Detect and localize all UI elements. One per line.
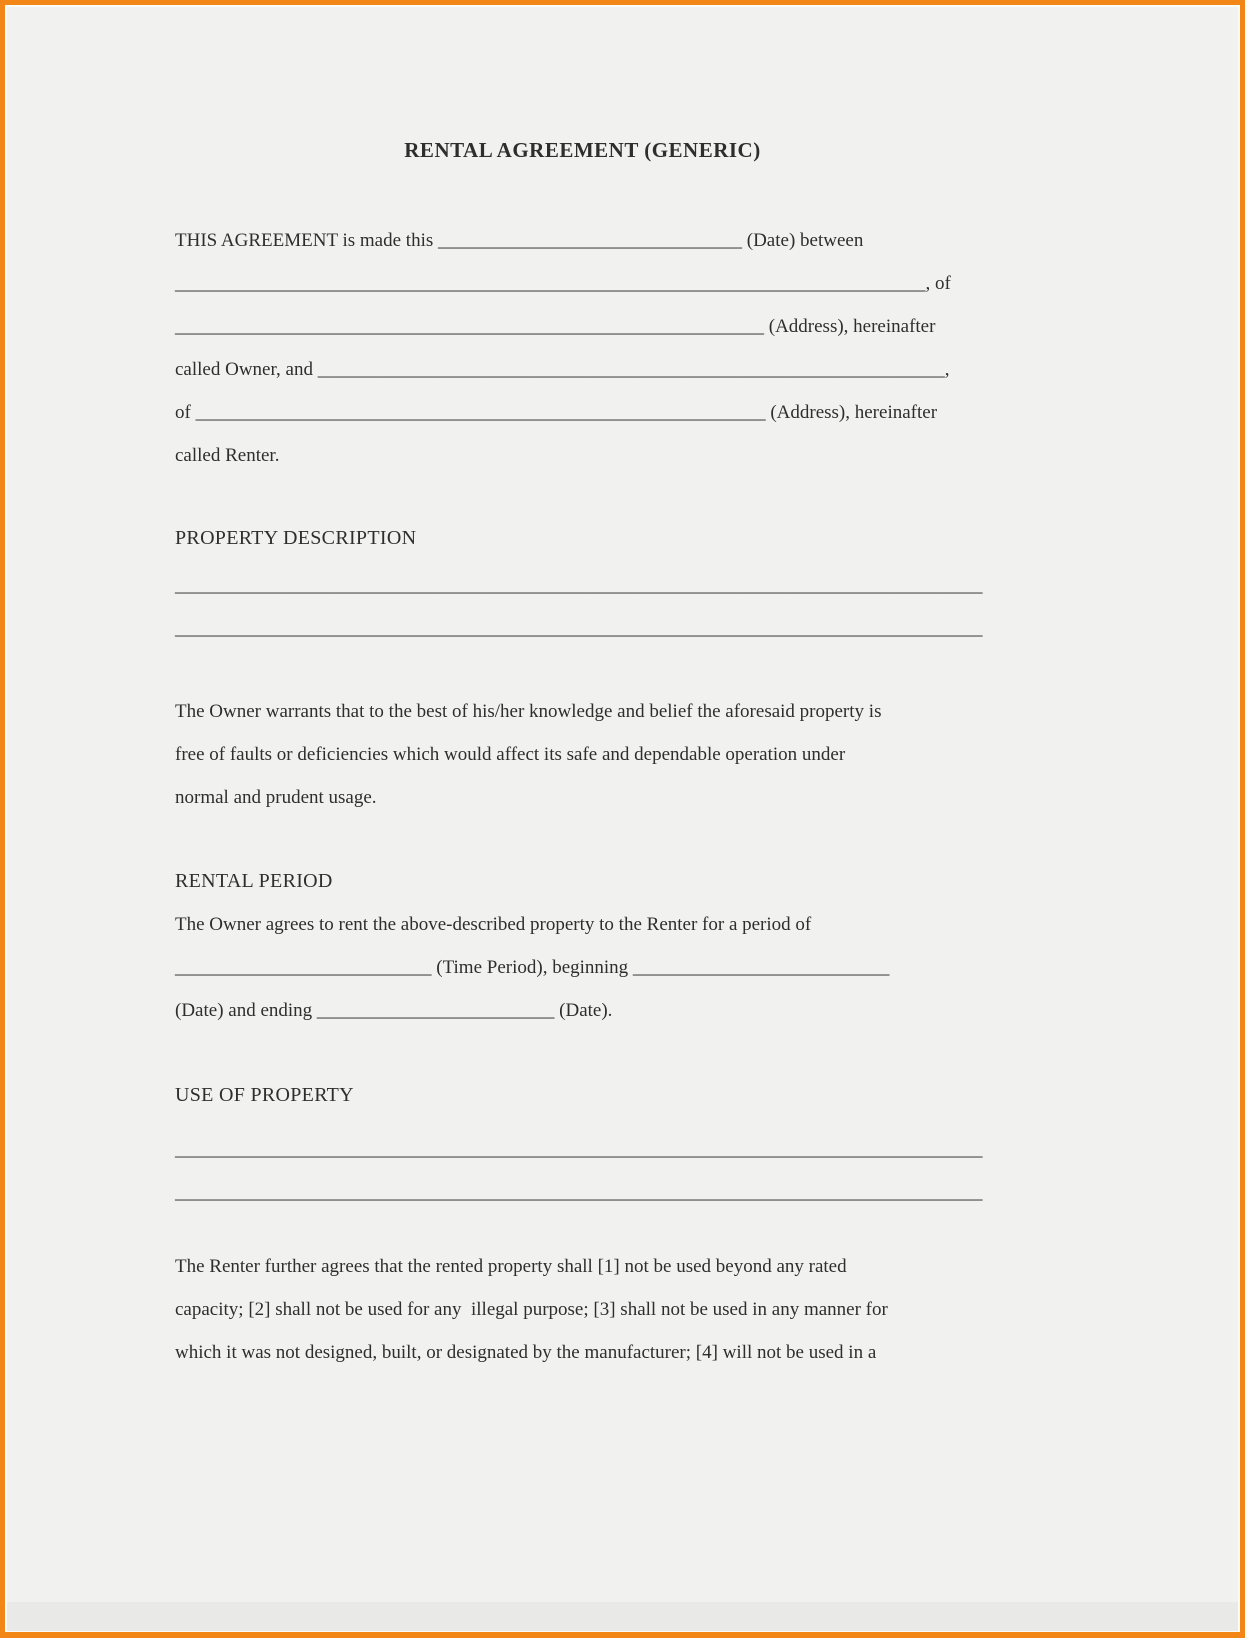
renter-terms-line: capacity; [2] shall not be used for any illegal purpose; [3] shall not be used in any manner for bbox=[175, 1299, 888, 1320]
intro-line-renter-address: of ____________________________________________________________ (Address), hereinafter bbox=[175, 402, 938, 423]
page-bottom-edge-strip bbox=[5, 1602, 1240, 1632]
section-heading-rental-period: RENTAL PERIOD bbox=[175, 870, 333, 892]
intro-line-renter-name: called Owner, and __________________________________________________________________, bbox=[175, 359, 950, 380]
rental-period-line-dates: (Date) and ending _________________________ (Date). bbox=[175, 1000, 613, 1021]
warranty-line: free of faults or deficiencies which would affect its safe and dependable operation under bbox=[175, 744, 846, 765]
warranty-line: The Owner warrants that to the best of his/her knowledge and belief the aforesaid property is bbox=[175, 701, 882, 722]
warranty-line: normal and prudent usage. bbox=[175, 787, 377, 808]
warranty-paragraph bbox=[175, 690, 990, 819]
section-heading-use-of-property: USE OF PROPERTY bbox=[175, 1084, 354, 1106]
rental-period-line-time-period: ___________________________ (Time Period), beginning ___________________________ bbox=[175, 957, 890, 978]
use-of-property-blank-lines bbox=[175, 1128, 990, 1214]
blank-line: _____________________________________________________________________________________ bbox=[175, 1182, 983, 1203]
property-description-blank-lines bbox=[175, 564, 990, 650]
intro-line-owner-address: ______________________________________________________________ (Address), hereinafter bbox=[175, 316, 936, 337]
renter-terms-line: The Renter further agrees that the rented property shall [1] not be used beyond any rated bbox=[175, 1256, 847, 1277]
blank-line: _____________________________________________________________________________________ bbox=[175, 618, 983, 639]
intro-line-owner-name: _______________________________________________________________________________, of bbox=[175, 273, 951, 294]
blank-line: _____________________________________________________________________________________ bbox=[175, 575, 983, 596]
document-page bbox=[175, 0, 990, 1374]
intro-line-date: THIS AGREEMENT is made this ________________________________ (Date) between bbox=[175, 230, 864, 251]
rental-period-section bbox=[175, 860, 990, 1032]
section-heading-property-description: PROPERTY DESCRIPTION bbox=[175, 527, 417, 549]
renter-terms-paragraph bbox=[175, 1245, 990, 1374]
intro-paragraph bbox=[175, 219, 990, 477]
rental-period-line: The Owner agrees to rent the above-described property to the Renter for a period of bbox=[175, 914, 812, 935]
blank-line: _____________________________________________________________________________________ bbox=[175, 1139, 983, 1160]
intro-line-called-renter: called Renter. bbox=[175, 445, 280, 466]
renter-terms-line: which it was not designed, built, or designated by the manufacturer; [4] will not be used in a bbox=[175, 1342, 877, 1363]
document-title: RENTAL AGREEMENT (GENERIC) bbox=[404, 138, 761, 162]
